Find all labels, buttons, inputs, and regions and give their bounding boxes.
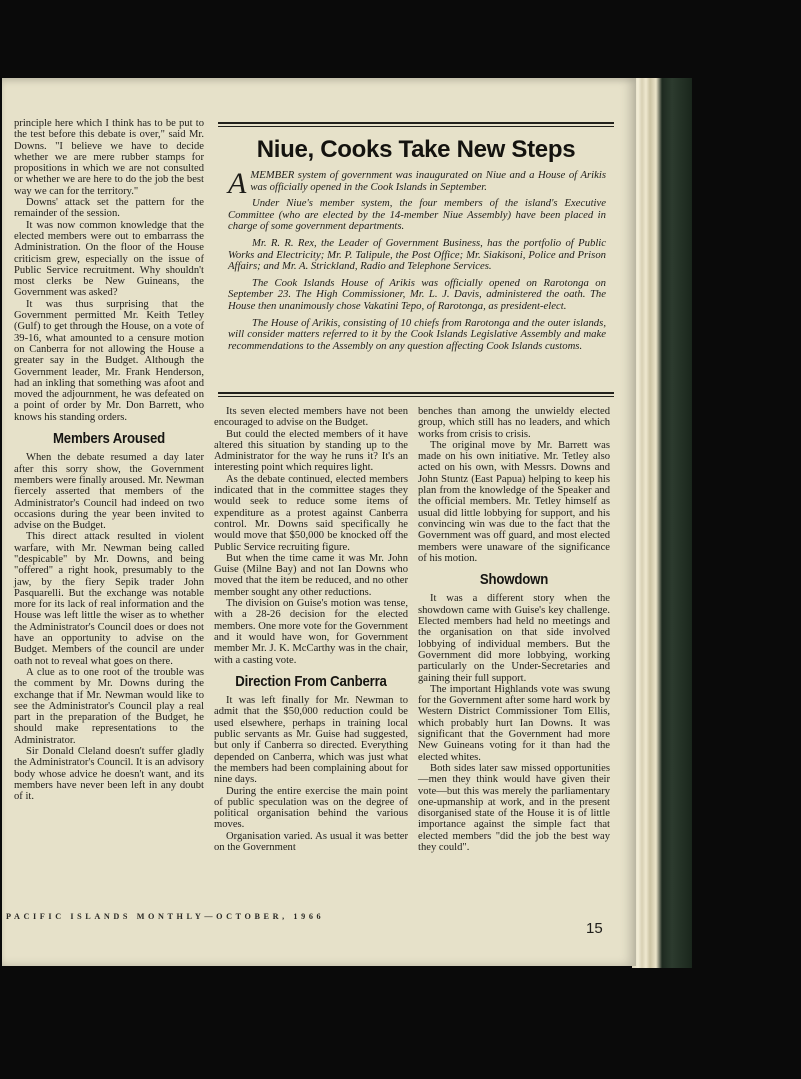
- paragraph: During the entire exercise the main point of public speculation was on the degree of political organisation behind the various moves.: [214, 785, 408, 831]
- running-footer: PACIFIC ISLANDS MONTHLY—OCTOBER, 1966: [6, 912, 325, 921]
- top-double-rule: [218, 122, 614, 127]
- book-spine-edge: [632, 78, 692, 968]
- intro-paragraph: The Cook Islands House of Arikis was officially opened on Rarotonga on September 23. The High Commissioner, Mr. L. J. Davis, administered the oath. The House then unanimously chose Vakatini Tepo, of Rarotonga, as president-elect.: [228, 276, 606, 312]
- paragraph: The important Highlands vote was swung for the Government after some hard work by Western District Commissioner Tom Ellis, which probably hurt Ian Downs. It was significant that the Government had more New Guineans voting for it than had the elected whites.: [418, 683, 610, 763]
- intro-paragraph: AMEMBER system of government was inaugurated on Niue and a House of Arikis was officially opened in the Cook Islands in September.: [228, 167, 606, 200]
- paragraph: The original move by Mr. Barrett was made on his own initiative. Mr. Tetley also acted on his own, with Messrs. Downs and John Stuntz (East Papua) helping to keep his plan from the knowledge of the Speaker and the official members. Mr. Tetley himself as usual did little lobbying for support, and his convincing win was due to the fact that the Government was off guard, and most elected members were unaware of the significance of his motion.: [418, 439, 610, 564]
- paragraph: It was a different story when the showdown came with Guise's key challenge. Elected members had held no meetings and the organisation on that side involved lobbying of individual members. But the Government did more lobbying, working particularly on the Under-Secretaries and gaining their full support.: [418, 593, 610, 684]
- intro-paragraph: Under Niue's member system, the four members of the island's Executive Committee (who are elected by the 14-member Niue Assembly) have been placed in charge of some government departments.: [228, 197, 606, 233]
- intro-paragraph: The House of Arikis, consisting of 10 chiefs from Rarotonga and the outer islands, will consider matters referred to it by the Cook Islands Legislative Assembly and make recommendations to the Assembly on any question affecting Cook Islands customs.: [228, 316, 606, 352]
- paragraph: The division on Guise's motion was tense, with a 28-26 decision for the elected members. One more vote for the Government and it would have won, for Government member Mr. J. K. McCarthy was in the chair, with a casting vote.: [214, 598, 408, 666]
- article-headline: Niue, Cooks Take New Steps: [256, 136, 576, 163]
- subheading-direction-from-canberra: Direction From Canberra: [235, 672, 387, 690]
- paragraph: It was left finally for Mr. Newman to admit that the $50,000 reduction could be used elsewhere, perhaps in training local public servants as Mr. Guise had suggested, but only if Canberra so directed. Everything depended on Canberra, which was just what the members had been complaining about for nine days.: [214, 695, 408, 786]
- paragraph: Organisation varied. As usual it was better on the Government: [214, 830, 408, 853]
- column-3: [418, 406, 610, 853]
- column-2: [214, 406, 408, 853]
- paragraph: principle here which I think has to be put to the test before this debate is over," said Mr. Downs. "I believe we have to decide whether we are mere rubber stamps for propositions in which we are not consulted or whether we are here to do the job the best way we can for the territory.": [14, 118, 204, 197]
- article-intro: [228, 167, 606, 357]
- paragraph: Downs' attack set the pattern for the remainder of the session.: [14, 197, 204, 220]
- subheading-members-aroused: Members Aroused: [52, 430, 166, 448]
- paragraph: benches than among the unwieldy elected group, which still has no leaders, and which works from crisis to crisis.: [418, 406, 610, 440]
- paragraph: Sir Donald Cleland doesn't suffer gladly the Administrator's Council. It is an advisory body whose advice he doesn't want, and its members have never been left in any doubt of it.: [14, 746, 204, 803]
- column-1: [14, 118, 204, 803]
- paragraph: Its seven elected members have not been encouraged to advise on the Budget.: [214, 406, 408, 429]
- paragraph: But when the time came it was Mr. John Guise (Milne Bay) and not Ian Downs who moved that the item be reduced, and no other member sought any other reductions.: [214, 552, 408, 598]
- page-number: 15: [586, 920, 603, 937]
- paragraph: This direct attack resulted in violent warfare, with Mr. Newman being called "despicable" by Mr. Downs, and being "offered" a right hook, presumably to the jaw, by the fiery Sepik trader John Pasquarelli. But the exchange was notable more for its lack of real information and the House was left little the wiser as to whether the Administrator's Council does or does not have an opportunity to advise on the Budget. Members of the council are under oath not to reveal what goes on there.: [14, 531, 204, 667]
- paragraph: A clue as to one root of the trouble was the comment by Mr. Downs during the exchange that if Mr. Newman would like to see the Administrator's Council play a real part in the preparation of the Budget, he should make representations to the Administrator.: [14, 666, 204, 746]
- paragraph: Both sides later saw missed opportunities—men they think would have given their vote—but this was merely the parliamentary one-upmanship at work, and in the present disorganised state of the House it is of little importance against the simple fact that elected members "did the job the best way they could".: [418, 762, 610, 853]
- paragraph: When the debate resumed a day later after this sorry show, the Government members were finally aroused. Mr. Newman fiercely asserted that members of the Administrator's Council had indeed on two occasions during the year been invited to advise on the Budget.: [14, 452, 204, 532]
- paragraph: It was now common knowledge that the elected members were out to embarrass the Administration. On the floor of the House criticism grew, especially on the issue of Public Service recruitment. Why shouldn't most clerks be New Guineans, the Government was asked?: [14, 219, 204, 299]
- paragraph: As the debate continued, elected members indicated that in the committee stages they would seek to reduce some items of expenditure as a protest against Canberra control. Mr. Downs said specifically he would move that $50,000 be knocked off the Public Service recruiting figure.: [214, 473, 408, 553]
- subheading-showdown: Showdown: [479, 571, 549, 589]
- drop-cap: A: [228, 167, 247, 200]
- paragraph: It was thus surprising that the Government permitted Mr. Keith Tetley (Gulf) to get through the House, on a vote of 39-16, what amounted to a censure motion on Canberra for not allowing the House a greater say in the Budget. Although the Government leader, Mr. Frank Henderson, had an inkling that something was afoot and moved the adjournment, he was defeated on a point of order by Mr. Don Barrett, who knows his standing orders.: [14, 298, 204, 423]
- bottom-double-rule: [218, 392, 614, 397]
- intro-paragraph: Mr. R. R. Rex, the Leader of Government Business, has the portfolio of Public Works and Electricity; Mr. P. Talipule, the Post Office; Mr. Siakisoni, Police and Prison Affairs; and Mr. A. Strickland, Radio and Telephone Services.: [228, 236, 606, 273]
- paragraph: But could the elected members of it have altered this situation by standing up to the Administrator for the way he runs it? It's an interesting point which requires light.: [214, 428, 408, 474]
